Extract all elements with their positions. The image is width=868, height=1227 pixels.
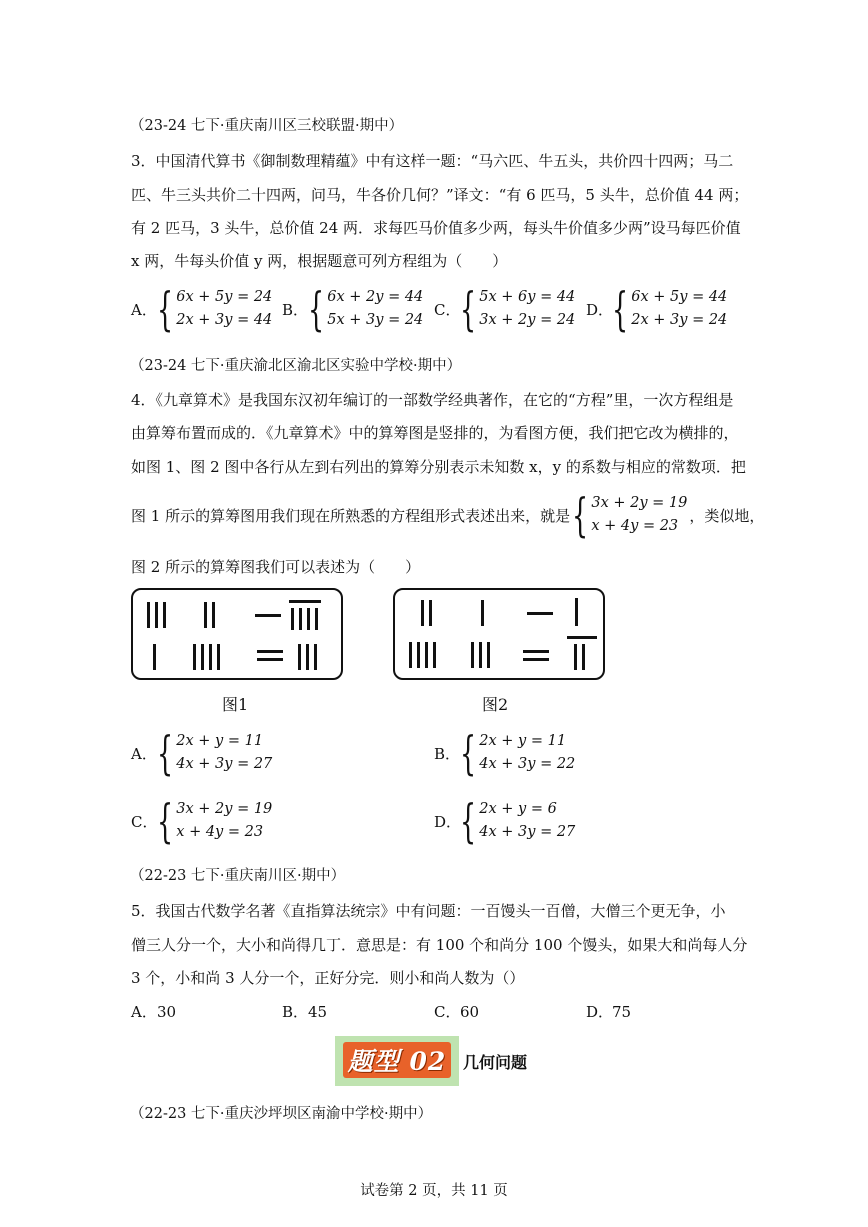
q4-option-a[interactable]	[131, 726, 273, 780]
section-badge-label: 题型 02	[343, 1042, 451, 1078]
counting-rod	[487, 642, 490, 668]
q4-option-b[interactable]	[434, 726, 576, 780]
counting-rod	[421, 600, 424, 626]
counting-rod	[298, 644, 301, 670]
counting-rod	[193, 644, 196, 670]
counting-rod	[523, 658, 549, 661]
q6-source: （22-23 七下·重庆沙坪坝区南渝中学校·期中）	[130, 1106, 433, 1122]
counting-rod	[527, 612, 553, 615]
option-value: 45	[308, 1002, 328, 1021]
q3-line-2: 匹、牛三头共价二十四两，问马，牛各价几何？”译文：“有 6 匹马，5 头牛，总价值 44 两；	[131, 186, 749, 204]
inline-system	[572, 488, 688, 542]
equation: x + 4y = 23	[176, 824, 264, 840]
option-letter: D．	[586, 1003, 614, 1021]
q3-option-d[interactable]	[586, 282, 728, 336]
option-letter: B．	[282, 300, 309, 319]
counting-rod	[567, 636, 597, 639]
option-letter: C．	[131, 812, 158, 831]
q5-option-c[interactable]	[434, 1001, 479, 1022]
q4-line-5: 图 2 所示的算筹图我们可以表述为（ ）	[131, 558, 421, 576]
counting-rod	[147, 602, 150, 628]
equation: 4x + 3y = 22	[479, 756, 576, 772]
brace-icon: {	[612, 282, 629, 336]
q5-option-b[interactable]	[282, 1001, 327, 1022]
brace-icon: {	[460, 282, 477, 336]
option-letter: B．	[434, 744, 461, 763]
counting-rod	[212, 602, 215, 628]
q4-option-d[interactable]	[434, 794, 576, 848]
q4-line-4-post: ，类似地，	[689, 506, 765, 525]
brace-icon: {	[460, 794, 477, 848]
option-letter: C．	[434, 1003, 461, 1021]
option-letter: C．	[434, 300, 461, 319]
brace-icon: {	[572, 488, 589, 542]
q5-line-3: 3 个，小和尚 3 人分一个，正好分完．则小和尚人数为（）	[131, 969, 525, 987]
counting-rod	[257, 650, 283, 653]
counting-rod	[582, 644, 585, 670]
counting-rod	[217, 644, 220, 670]
q4-source: （23-24 七下·重庆渝北区渝北区实验中学校·期中）	[130, 358, 462, 374]
q5-option-d[interactable]	[586, 1001, 631, 1022]
q3-option-b[interactable]	[282, 282, 424, 336]
q5-line-2: 僧三人分一个，大小和尚得几丁．意思是：有 100 个和尚分 100 个馒头，如果大和尚每人分	[131, 936, 748, 954]
q4-line-4	[131, 488, 765, 542]
counting-rod	[289, 600, 321, 603]
q4-line-2: 由算筹布置而成的．《九章算术》中的算筹图是竖排的，为看图方便，我们把它改为横排的，	[131, 424, 739, 442]
counting-rod	[314, 644, 317, 670]
equation: 2x + y = 11	[479, 733, 567, 749]
q3-option-a[interactable]	[131, 282, 273, 336]
counting-rod	[209, 644, 212, 670]
q4-option-c[interactable]	[131, 794, 273, 848]
counting-rod	[575, 598, 578, 626]
option-letter: A．	[131, 1003, 157, 1021]
equation: 2x + y = 11	[176, 733, 264, 749]
equation: 3x + 2y = 24	[479, 312, 576, 328]
option-letter: A．	[131, 300, 157, 319]
counting-rod	[574, 644, 577, 670]
counting-rod	[479, 642, 482, 668]
equation: 5x + 6y = 44	[479, 289, 576, 305]
equation: 6x + 2y = 44	[327, 289, 424, 305]
counting-rod	[307, 608, 310, 630]
equation: 3x + 2y = 19	[591, 495, 688, 511]
counting-rod	[306, 644, 309, 670]
counting-rod	[523, 650, 549, 653]
counting-rod	[153, 644, 156, 670]
section-title: 几何问题	[463, 1053, 528, 1072]
equation: 2x + 3y = 24	[631, 312, 728, 328]
figure-1-caption: 图1	[222, 695, 249, 714]
equation: x + 4y = 23	[591, 518, 679, 534]
option-letter: A．	[131, 744, 157, 763]
counting-rod	[425, 642, 428, 668]
figure-2-caption: 图2	[482, 695, 509, 714]
option-value: 30	[157, 1002, 177, 1021]
counting-rod	[201, 644, 204, 670]
q4-line-4-pre: 图 1 所示的算筹图用我们现在所熟悉的方程组形式表述出来，就是	[131, 506, 571, 525]
equation: 6x + 5y = 44	[631, 289, 728, 305]
counting-rod	[257, 658, 283, 661]
brace-icon: {	[157, 282, 174, 336]
q4-line-1: 4．《九章算术》是我国东汉初年编订的一部数学经典著作，在它的“方程”里，一次方程组是	[131, 391, 734, 409]
q5-option-a[interactable]	[131, 1001, 176, 1022]
section-badge	[335, 1036, 459, 1086]
counting-rod	[163, 602, 166, 628]
brace-icon: {	[460, 726, 477, 780]
equation: 6x + 5y = 24	[176, 289, 273, 305]
counting-rod	[204, 602, 207, 628]
counting-rod	[255, 614, 281, 617]
equation: 4x + 3y = 27	[176, 756, 273, 772]
counting-rod	[481, 600, 484, 626]
counting-rod-figure-2	[393, 588, 605, 680]
q5-source: （22-23 七下·重庆南川区·期中）	[130, 868, 346, 884]
q3-line-1: 3．中国清代算书《御制数理精蕴》中有这样一题：“马六匹、牛五头，共价四十四两；马二	[131, 152, 734, 170]
option-letter: D．	[586, 300, 614, 319]
equation: 2x + 3y = 44	[176, 312, 273, 328]
counting-rod	[299, 608, 302, 630]
counting-rod	[409, 642, 412, 668]
equation: 2x + y = 6	[479, 801, 557, 817]
option-letter: B．	[282, 1003, 309, 1021]
counting-rod	[155, 602, 158, 628]
brace-icon: {	[157, 726, 174, 780]
equation: 5x + 3y = 24	[327, 312, 424, 328]
brace-icon: {	[308, 282, 325, 336]
brace-icon: {	[157, 794, 174, 848]
q3-line-4: x 两，牛每头价值 y 两，根据题意可列方程组为（ ）	[131, 252, 508, 270]
q3-option-c[interactable]	[434, 282, 576, 336]
equation: 3x + 2y = 19	[176, 801, 273, 817]
counting-rod	[471, 642, 474, 668]
counting-rod	[315, 608, 318, 630]
q3-source: （23-24 七下·重庆南川区三校联盟·期中）	[130, 118, 404, 134]
page-footer: 试卷第 2 页，共 11 页	[360, 1183, 508, 1199]
option-value: 60	[460, 1002, 480, 1021]
equation: 4x + 3y = 27	[479, 824, 576, 840]
counting-rod-figure-1	[131, 588, 343, 680]
option-letter: D．	[434, 812, 462, 831]
q4-line-3: 如图 1、图 2 图中各行从左到右列出的算筹分别表示未知数 x，y 的系数与相应的常数项．把	[131, 458, 746, 476]
counting-rod	[417, 642, 420, 668]
q5-line-1: 5．我国古代数学名著《直指算法统宗》中有问题：一百馒头一百僧，大僧三个更无争，小	[131, 902, 726, 920]
option-value: 75	[612, 1002, 632, 1021]
counting-rod	[433, 642, 436, 668]
counting-rod	[429, 600, 432, 626]
q3-line-3: 有 2 匹马，3 头牛，总价值 24 两．求每匹马价值多少两，每头牛价值多少两”设马每匹价值	[131, 219, 741, 237]
counting-rod	[291, 608, 294, 630]
